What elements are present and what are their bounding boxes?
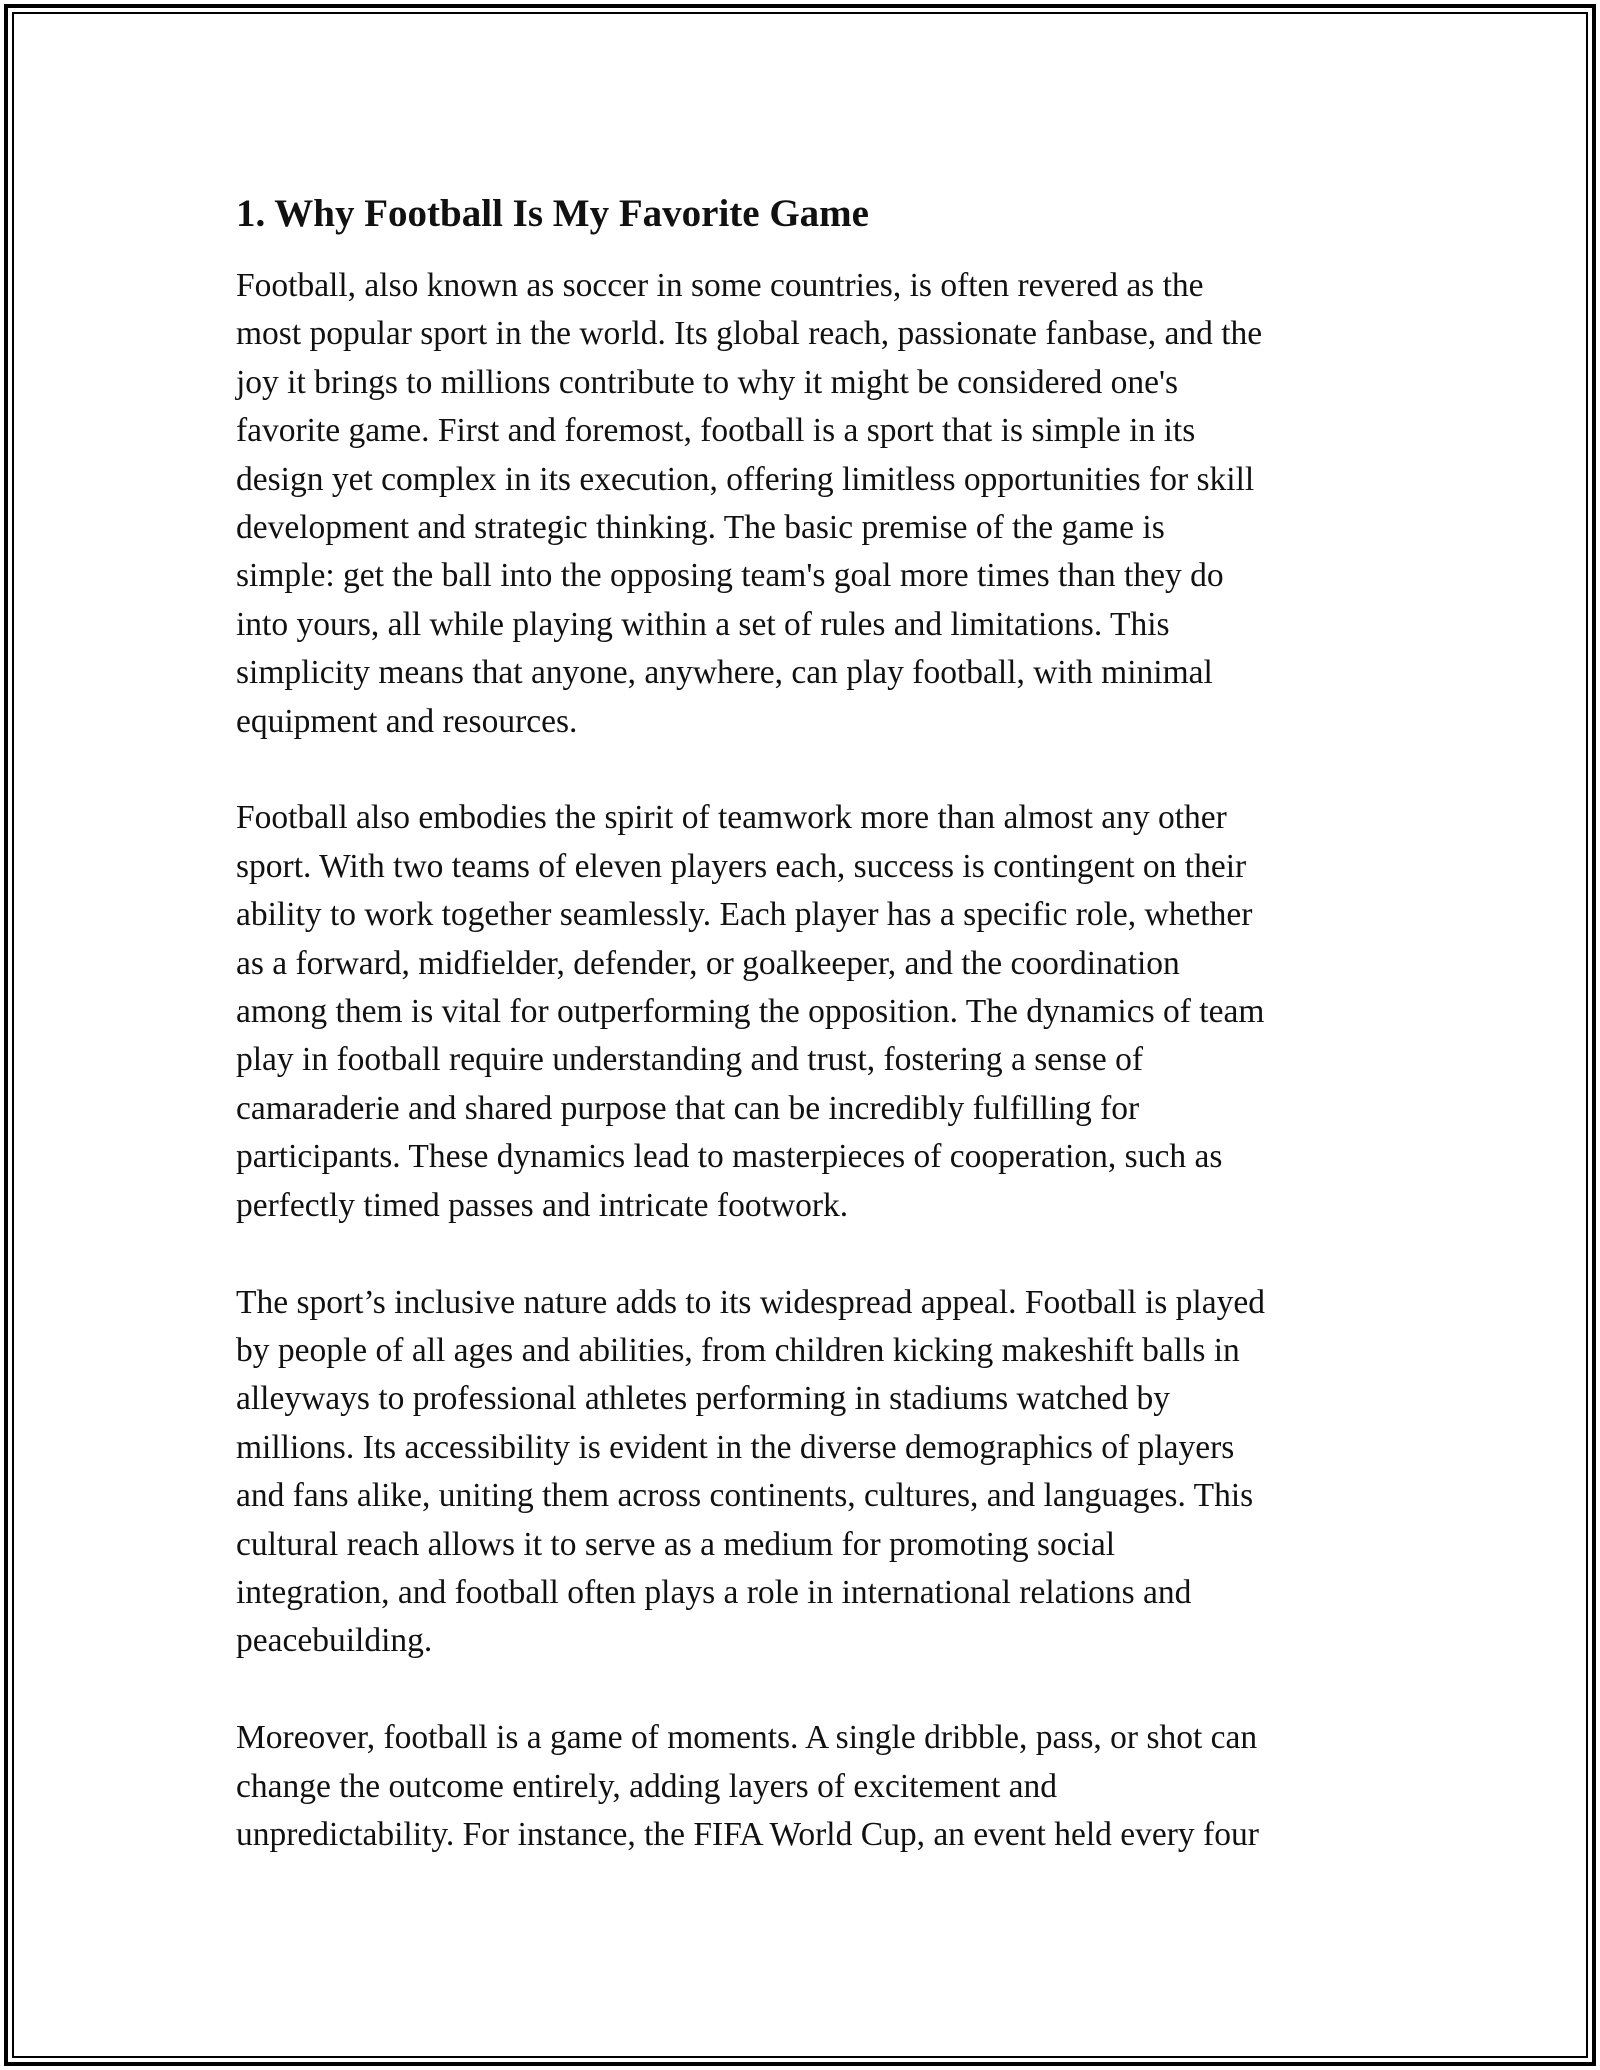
paragraph-line: change the outcome entirely, adding layers of excitement and xyxy=(236,1767,1058,1805)
paragraph-line: peacebuilding. xyxy=(236,1622,433,1660)
paragraph-line: ability to work together seamlessly. Each player has a specific role, whether xyxy=(236,896,1253,934)
paragraph-line: joy it brings to millions contribute to why it might be considered one's xyxy=(236,363,1179,401)
document-body xyxy=(236,190,1366,1908)
page-title: 1. Why Football Is My Favorite Game xyxy=(236,192,869,235)
paragraph-line: as a forward, midfielder, defender, or goalkeeper, and the coordination xyxy=(236,944,1180,982)
paragraph-line: integration, and football often plays a role in international relations and xyxy=(236,1573,1192,1611)
paragraph-line: most popular sport in the world. Its global reach, passionate fanbase, and the xyxy=(236,315,1263,353)
body-paragraph xyxy=(236,1279,1366,1666)
body-paragraph xyxy=(236,1714,1366,1859)
paragraph-line: simple: get the ball into the opposing team's goal more times than they do xyxy=(236,557,1224,595)
paragraph-line: play in football require understanding and trust, fostering a sense of xyxy=(236,1041,1144,1079)
paragraph-line: camaraderie and shared purpose that can be incredibly fulfilling for xyxy=(236,1089,1140,1127)
paragraph-line: equipment and resources. xyxy=(236,702,578,740)
paragraph-line: development and strategic thinking. The basic premise of the game is xyxy=(236,509,1165,547)
paragraph-line: alleyways to professional athletes performing in stadiums watched by xyxy=(236,1380,1171,1418)
paragraph-line: by people of all ages and abilities, from children kicking makeshift balls in xyxy=(236,1331,1240,1369)
paragraph-line: Football also embodies the spirit of teamwork more than almost any other xyxy=(236,799,1227,837)
paragraph-line: Moreover, football is a game of moments. A single dribble, pass, or shot can xyxy=(236,1719,1258,1757)
paragraph-line: unpredictability. For instance, the FIFA World Cup, an event held every four xyxy=(236,1815,1259,1853)
paragraph-line: among them is vital for outperforming the opposition. The dynamics of team xyxy=(236,993,1265,1031)
paragraph-line: The sport’s inclusive nature adds to its widespread appeal. Football is played xyxy=(236,1283,1265,1321)
body-paragraph xyxy=(236,262,1366,746)
paragraph-line: Football, also known as soccer in some countries, is often revered as the xyxy=(236,267,1204,304)
paragraph-line: cultural reach allows it to serve as a medium for promoting social xyxy=(236,1525,1116,1563)
paragraph-line: favorite game. First and foremost, football is a sport that is simple in its xyxy=(236,412,1196,450)
paragraph-line: perfectly timed passes and intricate footwork. xyxy=(236,1186,849,1224)
paragraph-line: and fans alike, uniting them across continents, cultures, and languages. This xyxy=(236,1477,1254,1515)
paragraph-list xyxy=(236,262,1366,1859)
paragraph-line: simplicity means that anyone, anywhere, can play football, with minimal xyxy=(236,654,1213,692)
paragraph-line: design yet complex in its execution, offering limitless opportunities for skill xyxy=(236,460,1255,498)
paragraph-line: participants. These dynamics lead to masterpieces of cooperation, such as xyxy=(236,1138,1223,1176)
paragraph-line: millions. Its accessibility is evident in the diverse demographics of players xyxy=(236,1428,1235,1466)
paragraph-line: into yours, all while playing within a set of rules and limitations. This xyxy=(236,605,1170,643)
body-paragraph xyxy=(236,794,1366,1230)
paragraph-line: sport. With two teams of eleven players each, success is contingent on their xyxy=(236,847,1247,885)
